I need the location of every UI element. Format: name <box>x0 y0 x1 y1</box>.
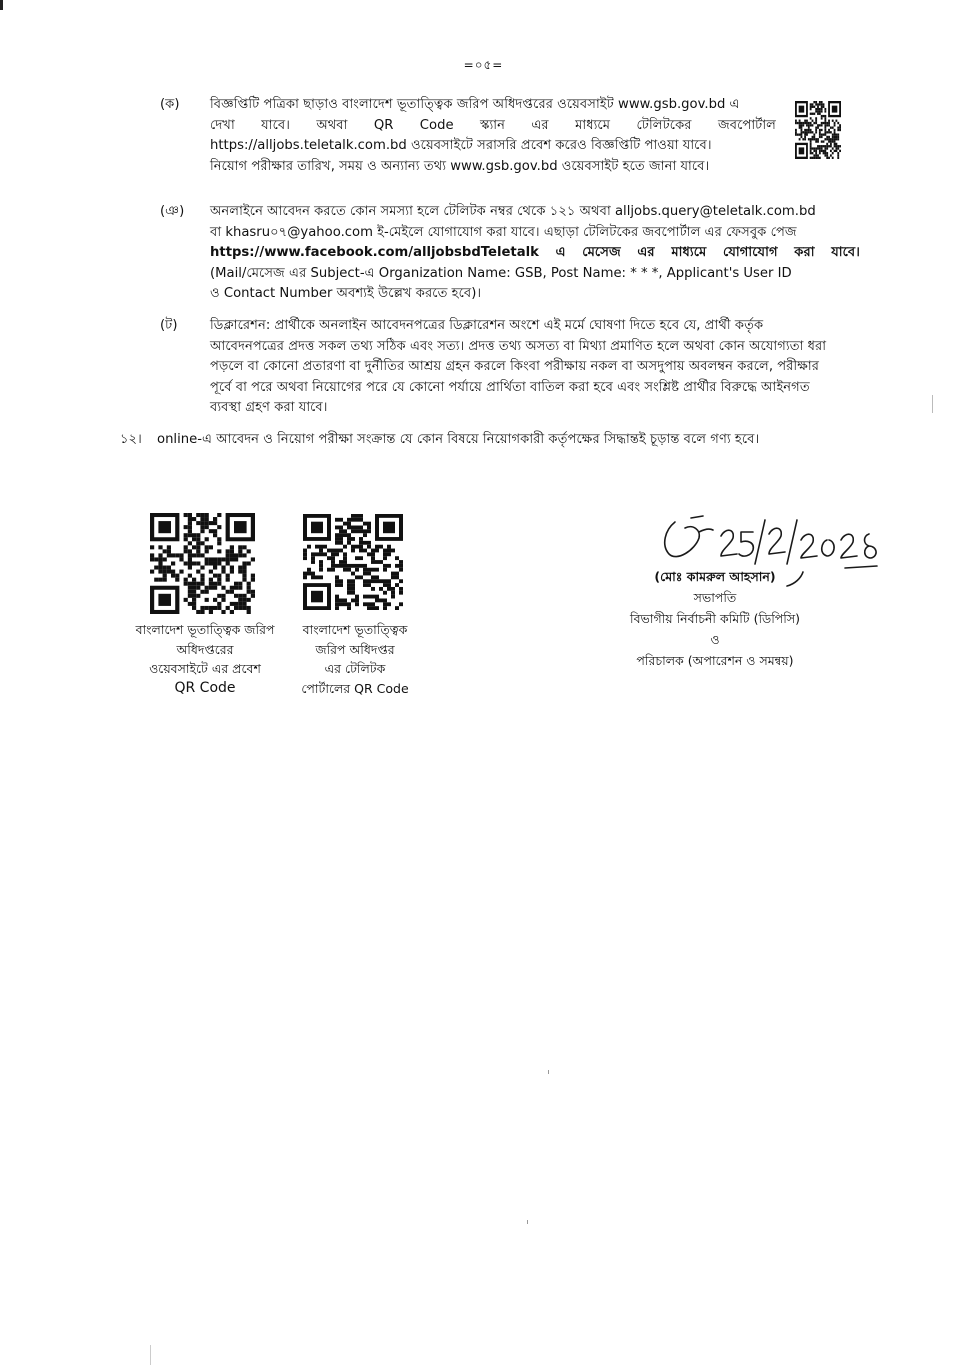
clause-marker: ১২। <box>120 432 142 447</box>
signatory-title: সভাপতি <box>693 590 737 605</box>
signatory-position: পরিচালক (অপারেশন ও সমন্বয়) <box>636 653 794 668</box>
qr-caption-line: এর টেলিটক <box>324 661 386 676</box>
clause-line: বিজ্ঞপ্তিটি পত্রিকা ছাড়াও বাংলাদেশ ভূতাত্ত্বিক জরিপ অধিদপ্তরের ওয়েবসাইট www.gsb.gov.bd এ <box>210 97 740 112</box>
clause-line: নিয়োগ পরীক্ষার তারিখ, সময় ও অন্যান্য তথ্য www.gsb.gov.bd ওয়েবসাইট হতে জানা যাবে। <box>210 158 710 174</box>
qr-caption-line: ওয়েবসাইটে এর প্রবেশ <box>149 661 261 676</box>
qr-code-teletalk-portal <box>303 514 403 610</box>
clause-marker: (ঞ) <box>160 204 185 219</box>
qr-caption-gsb-website <box>120 620 290 698</box>
clause-line: অনলাইনে আবেদন করতে কোন সমস্যা হলে টেলিটক নম্বর থেকে ১২১ অথবা alljobs.query@teletalk.com.bd <box>210 204 816 219</box>
qr-caption-teletalk-portal <box>275 620 435 698</box>
scan-speck <box>150 1345 151 1365</box>
clause-line: https://alljobs.teletalk.com.bd ওয়েবসাইটে সরাসরি প্রবেশ করেও বিজ্ঞপ্তিটি পাওয়া যাবে। <box>210 138 712 154</box>
qr-caption-line: বাংলাদেশ ভূতাত্ত্বিক <box>302 622 408 637</box>
qr-code-gsb-website <box>150 513 255 614</box>
clause-12 <box>120 430 860 454</box>
signatory-committee: বিভাগীয় নির্বাচনী কমিটি (ডিপিসি) <box>630 611 800 626</box>
signatory-block <box>580 566 850 671</box>
clause-marker: (ট) <box>160 318 178 333</box>
scan-edge-mark <box>0 0 3 10</box>
clause-line: ব্যবস্থা গ্রহণ করা যাবে। <box>210 400 328 416</box>
signatory-conjunction: ও <box>710 632 720 647</box>
scan-speck <box>548 1070 549 1074</box>
clause-line: (Mail/মেসেজ এর Subject-এ Organization Name: GSB, Post Name: * * *, Applicant's User ID <box>210 265 792 281</box>
clause-text: online-এ আবেদন ও নিয়োগ পরীক্ষা সংক্রান্ত যে কোন বিষয়ে নিয়োগকারী কর্তৃপক্ষের সিদ্ধান্তই চূড়ান্ত বলে গণ্য হবে। <box>157 432 760 447</box>
qr-caption-line: পোর্টালের QR Code <box>301 680 409 696</box>
clause-line: https://www.facebook.com/alljobsbdTeletalk এ মেসেজ এর মাধ্যমে যোগাযোগ করা যাবে। <box>210 245 860 261</box>
clause-marker: (ক) <box>160 97 180 112</box>
qr-caption-line: বাংলাদেশ ভূতাত্ত্বিক জরিপ <box>135 622 275 637</box>
qr-caption-line: জরিপ অধিদপ্তর <box>315 641 395 657</box>
clause-line: পড়লে বা কোনো প্রতারণা বা দুর্নীতির আশ্রয় গ্রহন করলে কিংবা পরীক্ষায় নকল বা অসদুপায় অবলম্বন করলে, পরীক্ষার <box>210 359 819 375</box>
clause-line: আবেদনপত্রের প্রদত্ত সকল তথ্য সঠিক এবং সত্য। প্রদত্ত তথ্য অসত্য বা মিথ্যা প্রমাণিত হলে অথবা কোন অযোগ্যতা ধরা <box>210 338 827 354</box>
clause-line: বা khasru০৭@yahoo.com ই-মেইলে যোগাযোগ করা যাবে। এছাড়া টেলিটকের জবপোর্টাল এর ফেসবুক পেজ <box>210 224 797 240</box>
qr-caption-line: অধিদপ্তরের <box>176 641 234 657</box>
clause-line: পূর্বে বা পরে অথবা নিয়োগের পরে যে কোনো পর্যায়ে প্রার্থিতা বাতিল করা হবে এবং সংশ্লিষ্ট প্রার্থীর বিরুদ্ধে আইনগত <box>210 379 810 395</box>
scan-speck <box>527 1220 528 1224</box>
clause-ta <box>160 316 870 426</box>
clause-line: দেখা যাবে। অথবা QR Code স্ক্যান এর মাধ্যমে টেলিটকের জবপোর্টাল <box>210 117 776 133</box>
qr-code-small <box>795 101 841 159</box>
qr-caption-line: QR Code <box>174 679 236 696</box>
clause-nya <box>160 202 870 312</box>
scan-speck <box>932 395 933 413</box>
page-number: =০৫= <box>463 58 504 72</box>
clause-ka <box>160 95 780 185</box>
signatory-name: (মোঃ কামরুল আহসান) <box>654 569 776 584</box>
clause-line: ডিক্লারেশন: প্রার্থীকে অনলাইন আবেদনপত্রের ডিক্লারেশন অংশে এই মর্মে ঘোষণা দিতে হবে যে, প্রার্থী কর্তৃক <box>210 318 764 333</box>
clause-line: ও Contact Number অবশ্যই উল্লেখ করতে হবে)। <box>210 286 482 302</box>
